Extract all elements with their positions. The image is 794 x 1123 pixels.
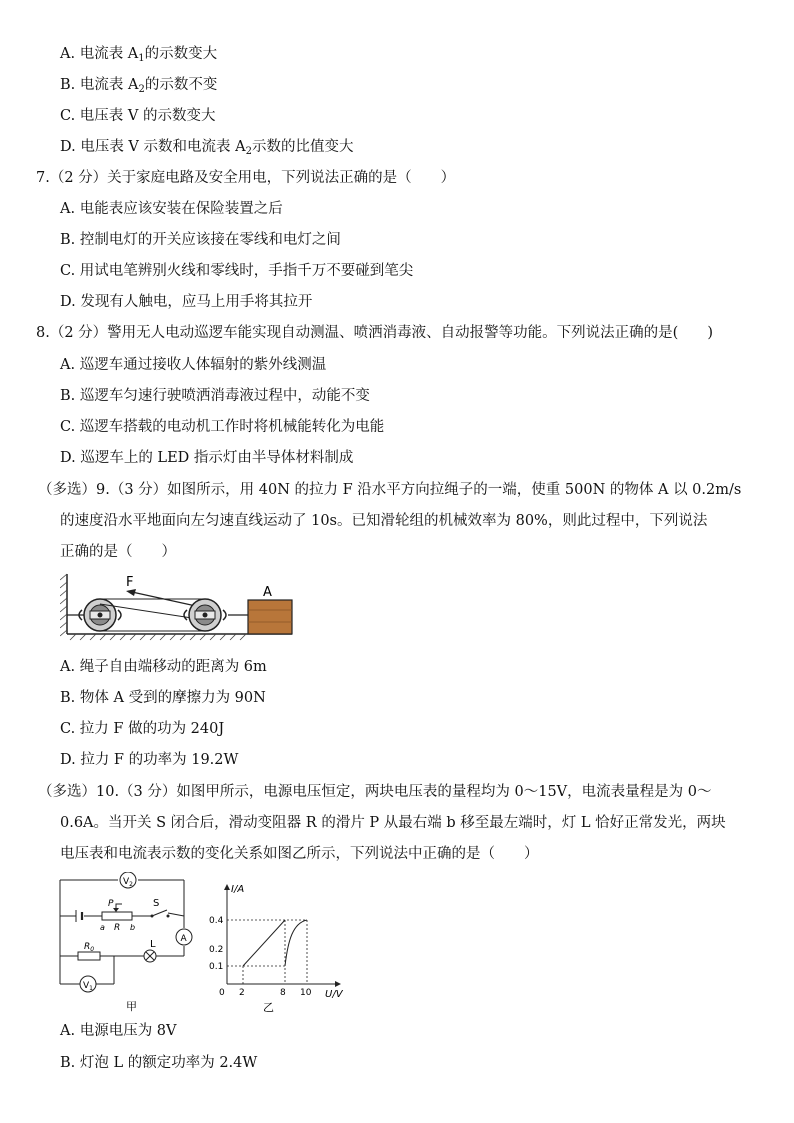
- circuit-r0-label: $R_0$: [84, 942, 95, 953]
- graph-x-axis-label: U/V: [325, 989, 343, 1000]
- q9-force-label: F: [126, 575, 134, 590]
- circuit-v1-label: $V_1$: [83, 981, 93, 992]
- q9-stem-line-1: （多选）9.（3 分）如图所示，用 40N 的拉力 F 沿水平方向拉绳子的一端，使重 500N 的物体 A 以 0.2m/s: [38, 482, 742, 498]
- q7-option-b: B. 控制电灯的开关应该接在零线和电灯之间: [60, 232, 341, 248]
- q10-option-a: A. 电源电压为 8V: [60, 1023, 177, 1039]
- circuit-caption: 甲: [126, 1000, 137, 1013]
- q8-option-c: C. 巡逻车搭载的电动机工作时将机械能转化为电能: [60, 419, 385, 435]
- graph-y-tick-01: 0.1: [209, 962, 224, 972]
- q9-object-label: A: [263, 585, 272, 600]
- circuit-r-label: R: [114, 923, 121, 933]
- circuit-v2-label: $V_2$: [123, 877, 133, 888]
- q6-option-c: C. 电压表 V 的示数变大: [60, 108, 216, 124]
- q8-stem: 8.（2 分）警用无人电动巡逻车能实现自动测温、喷洒消毒液、自动报警等功能。下列说法正确的是( ): [36, 325, 713, 341]
- q8-option-a: A. 巡逻车通过接收人体辐射的紫外线测温: [60, 357, 327, 373]
- q10-stem-line-2: 0.6A。当开关 S 闭合后，滑动变阻器 R 的滑片 P 从最右端 b 移至最左端时，灯 L 恰好正常发光，两块: [60, 815, 726, 831]
- q10-circuit-diagram: [56, 872, 196, 1014]
- q9-stem-line-2: 的速度沿水平地面向左匀速直线运动了 10s。已知滑轮组的机械效率为 80%，则此过程中，下列说法: [60, 513, 708, 529]
- q8-option-b: B. 巡逻车匀速行驶喷洒消毒液过程中，动能不变: [60, 388, 370, 404]
- q7-option-c: C. 用试电笔辨别火线和零线时，手指千万不要碰到笔尖: [60, 263, 414, 279]
- q10-option-b: B. 灯泡 L 的额定功率为 2.4W: [60, 1055, 258, 1071]
- q9-option-c: C. 拉力 F 做的功为 240J: [60, 721, 225, 737]
- graph-y-axis-label: I/A: [231, 884, 245, 895]
- graph-y-tick-02: 0.2: [209, 945, 224, 955]
- q6-option-b: B. 电流表 $A_2$的示数不变: [60, 77, 218, 95]
- circuit-ammeter-label: A: [180, 934, 187, 944]
- graph-caption: 乙: [263, 1001, 274, 1014]
- graph-y-tick-04: 0.4: [209, 916, 224, 926]
- q9-stem-line-3: 正确的是（ ）: [60, 544, 176, 560]
- circuit-b-label: b: [130, 923, 136, 932]
- graph-x-tick-8: 8: [280, 988, 286, 998]
- circuit-switch-label: S: [153, 898, 160, 909]
- q8-option-d: D. 巡逻车上的 LED 指示灯由半导体材料制成: [60, 450, 354, 466]
- circuit-lamp-label: L: [150, 939, 156, 950]
- q7-option-d: D. 发现有人触电，应马上用手将其拉开: [60, 294, 313, 310]
- q9-option-a: A. 绳子自由端移动的距离为 6m: [60, 659, 267, 675]
- q9-option-b: B. 物体 A 受到的摩擦力为 90N: [60, 690, 266, 706]
- q10-iu-graph: [205, 880, 355, 1015]
- graph-origin-label: 0: [219, 988, 225, 998]
- q9-pulley-figure: [60, 570, 300, 642]
- q10-stem-line-1: （多选）10.（3 分）如图甲所示，电源电压恒定，两块电压表的量程均为 0～15V，电流表量程是为 0～: [38, 784, 712, 800]
- graph-x-tick-2: 2: [239, 988, 245, 998]
- q9-option-d: D. 拉力 F 的功率为 19.2W: [60, 752, 239, 768]
- q6-option-d: D. 电压表 V 示数和电流表 $A_2$示数的比值变大: [60, 139, 354, 157]
- q7-stem: 7.（2 分）关于家庭电路及安全用电，下列说法正确的是（ ）: [36, 170, 456, 186]
- circuit-slider-label: P: [108, 899, 114, 909]
- q10-stem-line-3: 电压表和电流表示数的变化关系如图乙所示，下列说法中正确的是（ ）: [60, 846, 539, 862]
- q7-option-a: A. 电能表应该安装在保险装置之后: [60, 201, 283, 217]
- circuit-a-label: a: [100, 923, 105, 932]
- graph-x-tick-10: 10: [300, 988, 312, 998]
- q6-option-a: A. 电流表 $A_1$的示数变大: [60, 46, 218, 64]
